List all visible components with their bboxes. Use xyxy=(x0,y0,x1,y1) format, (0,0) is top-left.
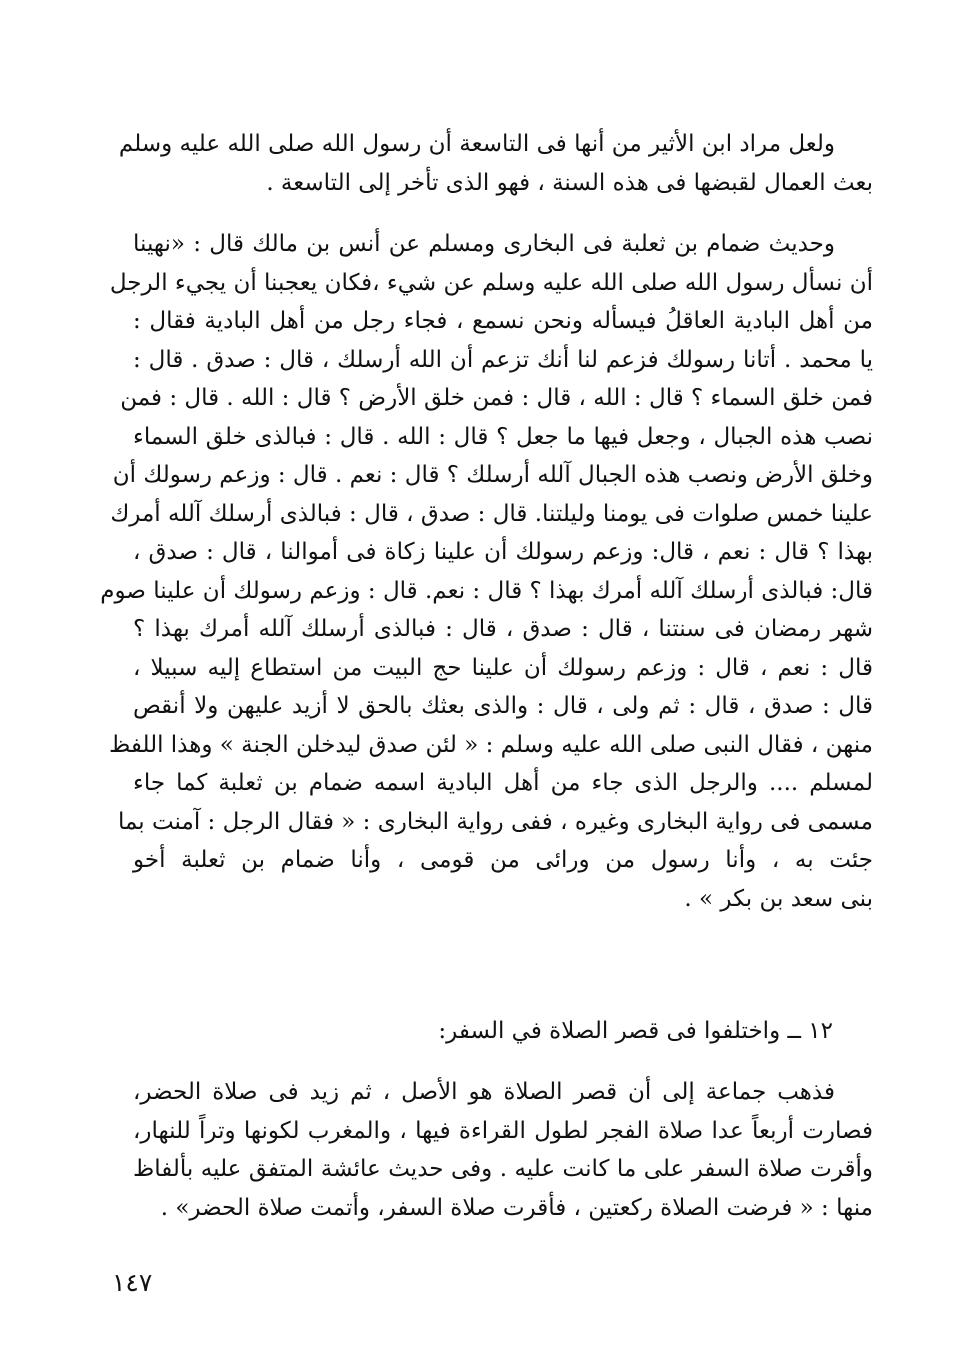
paragraph-ibn-al-athir xyxy=(118,125,873,202)
paragraph-dimam-hadith xyxy=(100,225,873,918)
text-line: ولعل مراد ابن الأثير من أنها فى التاسعة أن رسول الله صلى الله عليه وسلم xyxy=(118,131,835,157)
paragraph-qasr-salat xyxy=(133,1073,873,1227)
text-line: علينا خمس صلوات فى يومنا وليلتنا. قال : صدق ، قال : فبالذى أرسلك آلله أمرك xyxy=(110,500,873,527)
text-line: منها : « فرضت الصلاة ركعتين ، فأقرت صلاة السفر، وأتمت صلاة الحضر» . xyxy=(160,1194,873,1221)
text-line: مسمى فى رواية البخارى وغيره ، ففى رواية البخارى : « فقال الرجل : آمنت بما xyxy=(117,808,873,835)
section-heading: ١٢ ــ واختلفوا فى قصر الصلاة في السفر: xyxy=(438,1018,833,1044)
text-line: فمن خلق السماء ؟ قال : الله ، قال : فمن خلق الأرض ؟ قال : الله . قال : فمن xyxy=(120,385,873,411)
text-line: يا محمد . أتانا رسولك فزعم لنا أنك تزعم أن الله أرسلك ، قال : صدق . قال : xyxy=(133,346,873,373)
text-line: بعث العمال لقبضها فى هذه السنة ، فهو الذى تأخر إلى التاسعة . xyxy=(266,169,873,196)
text-line: وحديث ضمام بن ثعلبة فى البخارى ومسلم عن أنس بن مالك قال : «نهينا xyxy=(133,231,835,257)
text-line: بنى سعد بن بكر » . xyxy=(684,885,873,912)
text-line: منهن ، فقال النبى صلى الله عليه وسلم : « لئن صدق ليدخلن الجنة » وهذا اللفظ xyxy=(109,731,873,758)
text-line: فصارت أربعاً عدا صلاة الفجر لطول القراءة فيها ، والمغرب لكونها وتراً للنهار، xyxy=(133,1117,873,1144)
text-line: فذهب جماعة إلى أن قصر الصلاة هو الأصل ، ثم زيد فى صلاة الحضر، xyxy=(133,1079,835,1105)
page-number: ١٤٧ xyxy=(112,1268,153,1297)
text-line: قال : نعم ، قال : وزعم رسولك أن علينا حج البيت من استطاع إليه سبيلا ، xyxy=(133,654,873,681)
text-line: قال : صدق ، قال : ثم ولى ، قال : والذى بعثك بالحق لا أزيد عليهن ولا أنقص xyxy=(133,693,873,719)
text-line: بهذا ؟ قال : نعم ، قال: وزعم رسولك أن علينا زكاة فى أموالنا ، قال : صدق ، xyxy=(133,539,873,565)
text-line: شهر رمضان فى سنتنا ، قال : صدق ، قال : فبالذى أرسلك آلله أمرك بهذا ؟ xyxy=(133,616,873,642)
text-line: نصب هذه الجبال ، وجعل فيها ما جعل ؟ قال : الله . قال : فبالذى خلق السماء xyxy=(133,423,873,450)
text-line: وأقرت صلاة السفر على ما كانت عليه . وفى حديث عائشة المتفق عليه بألفاظ xyxy=(133,1156,873,1182)
text-line: لمسلم .... والرجل الذى جاء من أهل البادية اسمه ضمام بن ثعلبة كما جاء xyxy=(133,770,873,796)
text-line: وخلق الأرض ونصب هذه الجبال آلله أرسلك ؟ قال : نعم . قال : وزعم رسولك أن xyxy=(112,462,873,488)
text-line: جئت به ، وأنا رسول من ورائى من قومى ، وأنا ضمام بن ثعلبة أخو xyxy=(133,847,873,873)
text-line: أن نسأل رسول الله صلى الله عليه وسلم عن شيء ،فكان يعجبنا أن يجيء الرجل xyxy=(109,269,873,296)
text-line: قال: فبالذى أرسلك آلله أمرك بهذا ؟ قال : نعم. قال : وزعم رسولك أن علينا صوم xyxy=(100,577,873,604)
text-line: من أهل البادية العاقلُ فيسأله ونحن نسمع ، فجاء رجل من أهل البادية فقال : xyxy=(133,308,873,334)
